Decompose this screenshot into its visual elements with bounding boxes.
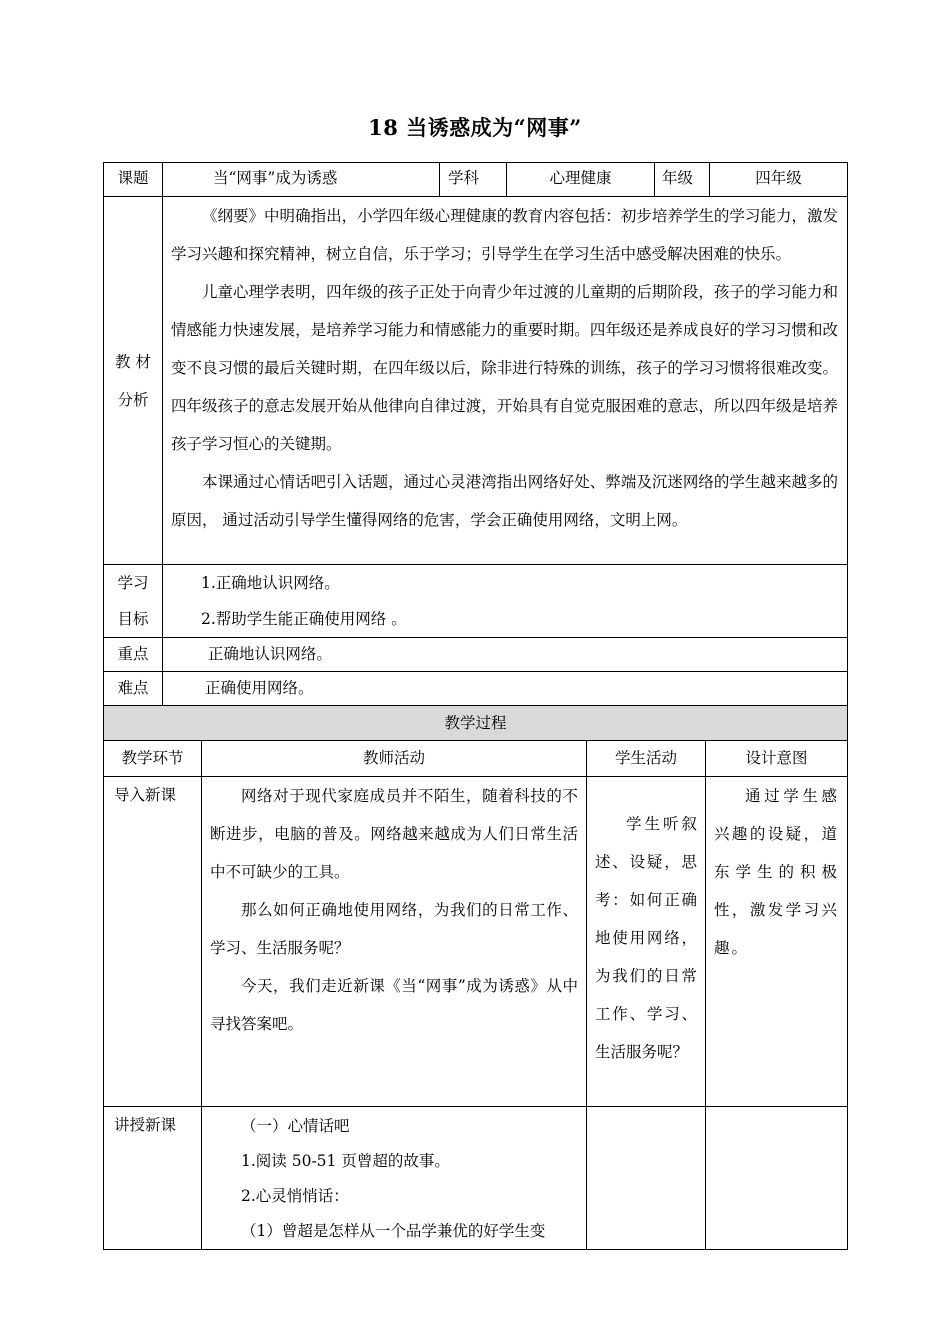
goal-item: 2.帮助学生能正确使用网络 。 <box>201 610 407 628</box>
analysis-content <box>163 197 848 565</box>
document-title: 18 当诱惑成为“网事” <box>368 115 582 140</box>
process-header-row <box>104 706 848 741</box>
intent-paragraph: 通过学生感兴趣的设疑，道东学生的积极性，激发学习兴趣。 <box>714 787 840 957</box>
column-intent: 设计意图 <box>706 741 848 777</box>
subject-value: 心理健康 <box>507 163 655 197</box>
topic-value: 当“网事”成为诱惑 <box>163 163 440 197</box>
subject-label: 学科 <box>440 163 507 197</box>
teacher-activity-cell <box>202 777 587 1107</box>
design-intent-cell <box>706 777 848 1107</box>
teacher-paragraph: 2.心灵悄悄话： <box>241 1187 349 1205</box>
analysis-label <box>104 197 163 565</box>
process-row-teaching <box>104 1107 848 1250</box>
teacher-paragraph: 今天，我们走近新课《当“网事”成为诱惑》从中寻找答案吧。 <box>210 977 578 1033</box>
analysis-label-line1: 教 材 <box>115 352 151 371</box>
goal-list <box>163 565 848 638</box>
lesson-info-table <box>103 162 848 707</box>
stage-cell: 讲授新课 <box>104 1107 202 1250</box>
teacher-paragraph: 1.阅读 50-51 页曾超的故事。 <box>241 1152 450 1170</box>
topic-label: 课题 <box>104 163 163 197</box>
analysis-label-line2: 分析 <box>117 390 149 409</box>
process-header: 教学过程 <box>104 706 848 741</box>
teacher-activity-cell <box>202 1107 587 1250</box>
goal-label-line2: 目标 <box>117 610 149 628</box>
teacher-paragraph: 那么如何正确地使用网络，为我们的日常工作、学习、生活服务呢？ <box>210 901 578 957</box>
info-row-topic <box>104 163 848 197</box>
difficulty-label: 难点 <box>104 672 163 707</box>
teacher-paragraph: （1）曾超是怎样从一个品学兼优的好学生变 <box>241 1222 546 1240</box>
info-row-key <box>104 638 848 672</box>
teacher-paragraph: （一）心情话吧 <box>241 1117 350 1135</box>
key-value: 正确地认识网络。 <box>163 638 848 672</box>
goal-item: 1.正确地认识网络。 <box>201 574 340 592</box>
analysis-paragraph: 《纲要》中明确指出，小学四年级心理健康的教育内容包括：初步培养学生的学习能力，激发学习兴趣和探究精神，树立自信，乐于学习；引导学生在学习生活中感受解决困难的快乐。 <box>171 207 838 263</box>
column-student: 学生活动 <box>587 741 706 777</box>
student-paragraph: 学生听叙述、设疑，思考：如何正确地使用网络，为我们的日常工作、学习、生活服务呢？ <box>595 815 697 1061</box>
design-intent-cell <box>706 1107 848 1250</box>
analysis-paragraph: 儿童心理学表明，四年级的孩子正处于向青少年过渡的儿童期的后期阶段，孩子的学习能力和情感能力快速发展，是培养学习能力和情感能力的重要时期。四年级还是养成良好的学习习惯和改变不良习惯的最后关键时期，在四年级以后，除非进行特殊的训练，孩子的学习习惯将很难改变。四年级孩子的意志发展开始从他律向自律过渡，开始具有自觉克服困难的意志，所以四年级是培养孩子学习恒心的关键期。 <box>171 283 838 453</box>
teaching-process-table <box>103 705 848 1250</box>
info-row-goals <box>104 565 848 638</box>
goal-label <box>104 565 163 638</box>
process-row-intro <box>104 777 848 1107</box>
grade-value: 四年级 <box>710 163 848 197</box>
key-label: 重点 <box>104 638 163 672</box>
grade-label: 年级 <box>655 163 710 197</box>
goal-label-line1: 学习 <box>117 574 149 592</box>
stage-cell: 导入新课 <box>104 777 202 1107</box>
student-activity-cell <box>587 777 706 1107</box>
difficulty-value: 正确使用网络。 <box>163 672 848 707</box>
info-row-analysis <box>104 197 848 565</box>
info-row-difficulty <box>104 672 848 707</box>
column-stage: 教学环节 <box>104 741 202 777</box>
process-columns-row <box>104 741 848 777</box>
student-activity-cell <box>587 1107 706 1250</box>
column-teacher: 教师活动 <box>202 741 587 777</box>
teacher-paragraph: 网络对于现代家庭成员并不陌生，随着科技的不断进步，电脑的普及。网络越来越成为人们日常生活中不可缺少的工具。 <box>210 787 578 881</box>
analysis-paragraph: 本课通过心情话吧引入话题，通过心灵港湾指出网络好处、弊端及沉迷网络的学生越来越多的原因， 通过活动引导学生懂得网络的危害，学会正确使用网络，文明上网。 <box>171 473 838 529</box>
